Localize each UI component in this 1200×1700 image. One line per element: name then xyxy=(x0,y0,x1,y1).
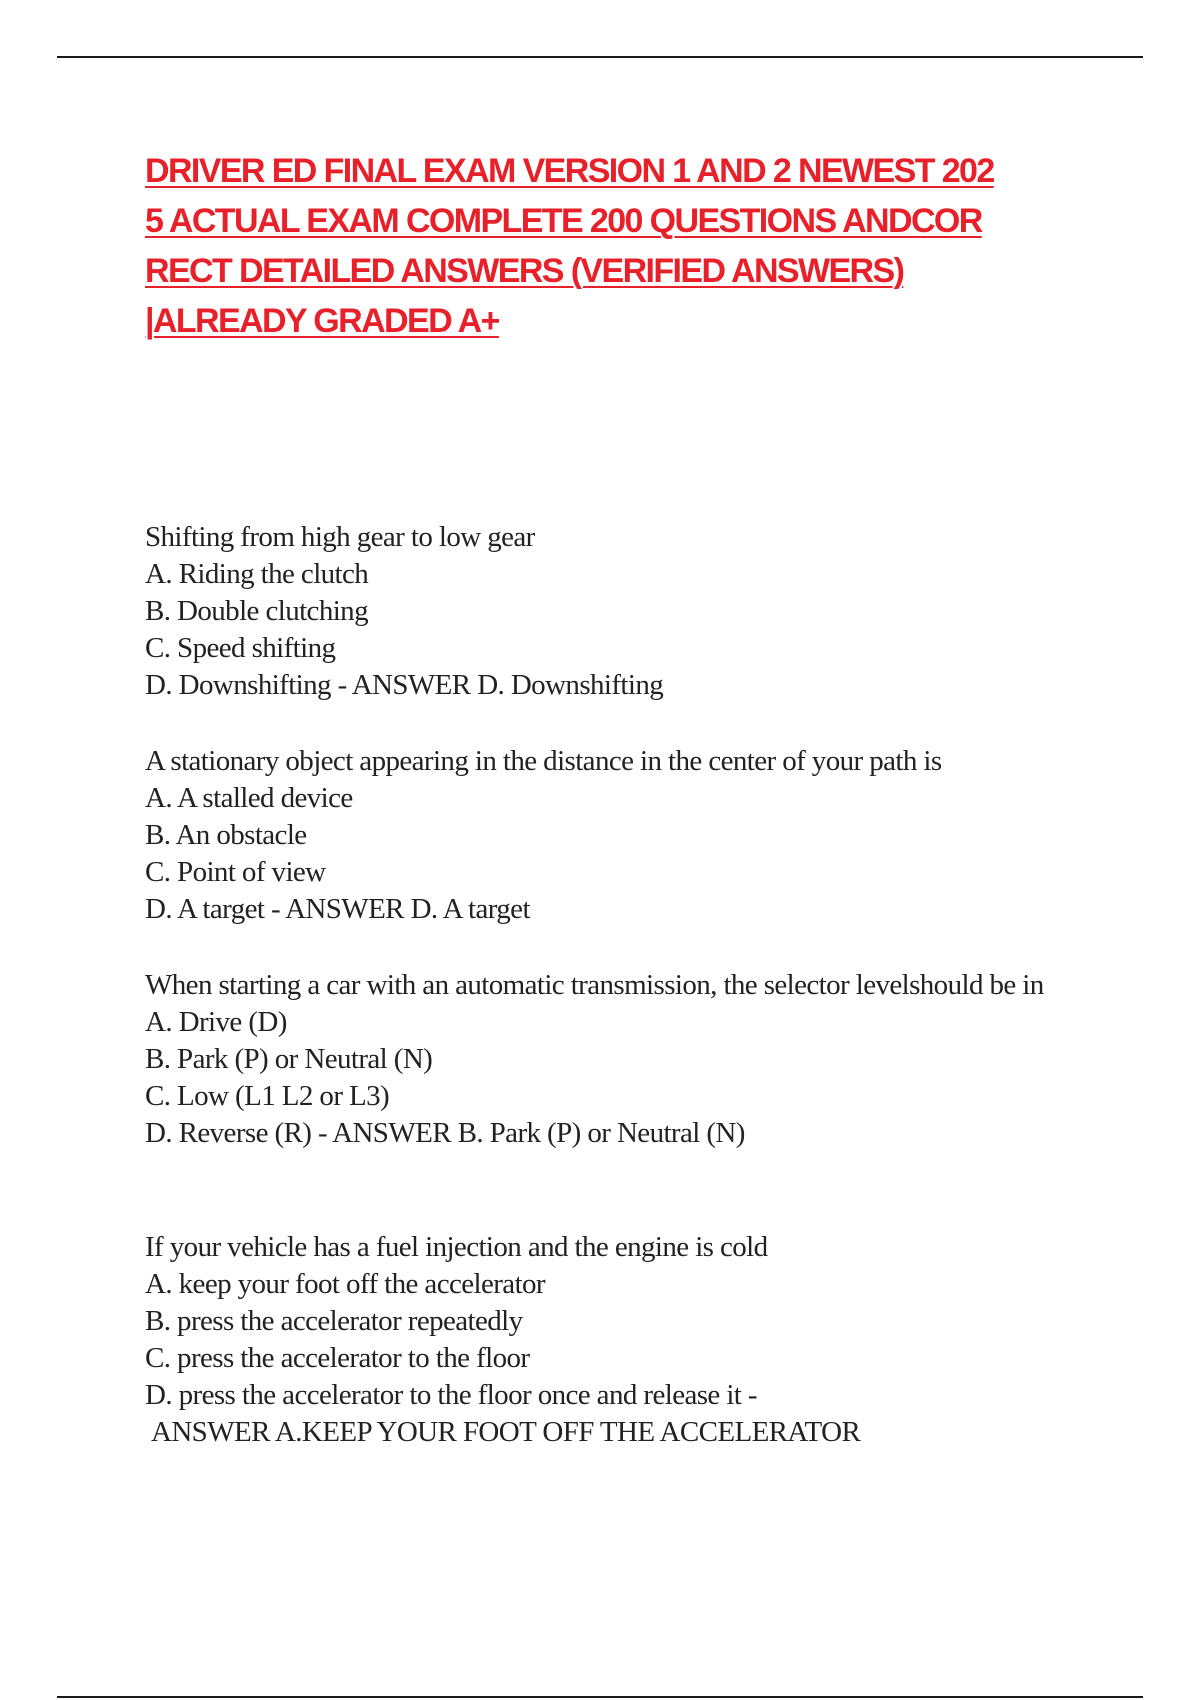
question-block-2 xyxy=(145,743,1105,928)
question-text: Shifting from high gear to low gear xyxy=(145,521,535,553)
question-text: If your vehicle has a fuel injection and the engine is cold xyxy=(145,1231,768,1263)
option-a: A. Riding the clutch xyxy=(145,558,369,590)
option-b: B. press the accelerator repeatedly xyxy=(145,1305,523,1337)
title-line: 5 ACTUAL EXAM COMPLETE 200 QUESTIONS ANDCOR xyxy=(145,202,982,240)
option-b: B. An obstacle xyxy=(145,819,307,851)
option-c: C. press the accelerator to the floor xyxy=(145,1342,530,1374)
title-line: DRIVER ED FINAL EXAM VERSION 1 AND 2 NEWEST 202 xyxy=(145,152,994,190)
answer-text: ANSWER A.KEEP YOUR FOOT OFF THE ACCELERATOR xyxy=(151,1416,861,1448)
option-c: C. Point of view xyxy=(145,856,326,888)
option-b: B. Park (P) or Neutral (N) xyxy=(145,1043,433,1075)
question-block-1 xyxy=(145,519,1105,704)
option-d-with-answer: D. Reverse (R) - ANSWER B. Park (P) or Neutral (N) xyxy=(145,1117,745,1149)
title-line: RECT DETAILED ANSWERS (VERIFIED ANSWERS) xyxy=(145,252,904,290)
option-c: C. Speed shifting xyxy=(145,632,336,664)
top-rule xyxy=(57,56,1143,58)
option-a: A. keep your foot off the accelerator xyxy=(145,1268,545,1300)
option-a: A. A stalled device xyxy=(145,782,353,814)
option-d-with-answer: D. A target - ANSWER D. A target xyxy=(145,893,530,925)
title-line: |ALREADY GRADED A+ xyxy=(145,302,499,340)
question-text: When starting a car with an automatic transmission, the selector levelshould be in xyxy=(145,969,1044,1001)
bottom-rule xyxy=(57,1696,1143,1698)
question-block-3 xyxy=(145,967,1105,1152)
document-title xyxy=(145,146,1105,346)
option-d-with-answer: D. Downshifting - ANSWER D. Downshifting xyxy=(145,669,664,701)
option-d: D. press the accelerator to the floor once and release it - xyxy=(145,1379,757,1411)
option-a: A. Drive (D) xyxy=(145,1006,287,1038)
question-text: A stationary object appearing in the distance in the center of your path is xyxy=(145,745,942,777)
option-c: C. Low (L1 L2 or L3) xyxy=(145,1080,390,1112)
option-b: B. Double clutching xyxy=(145,595,368,627)
question-block-4 xyxy=(145,1229,1105,1451)
